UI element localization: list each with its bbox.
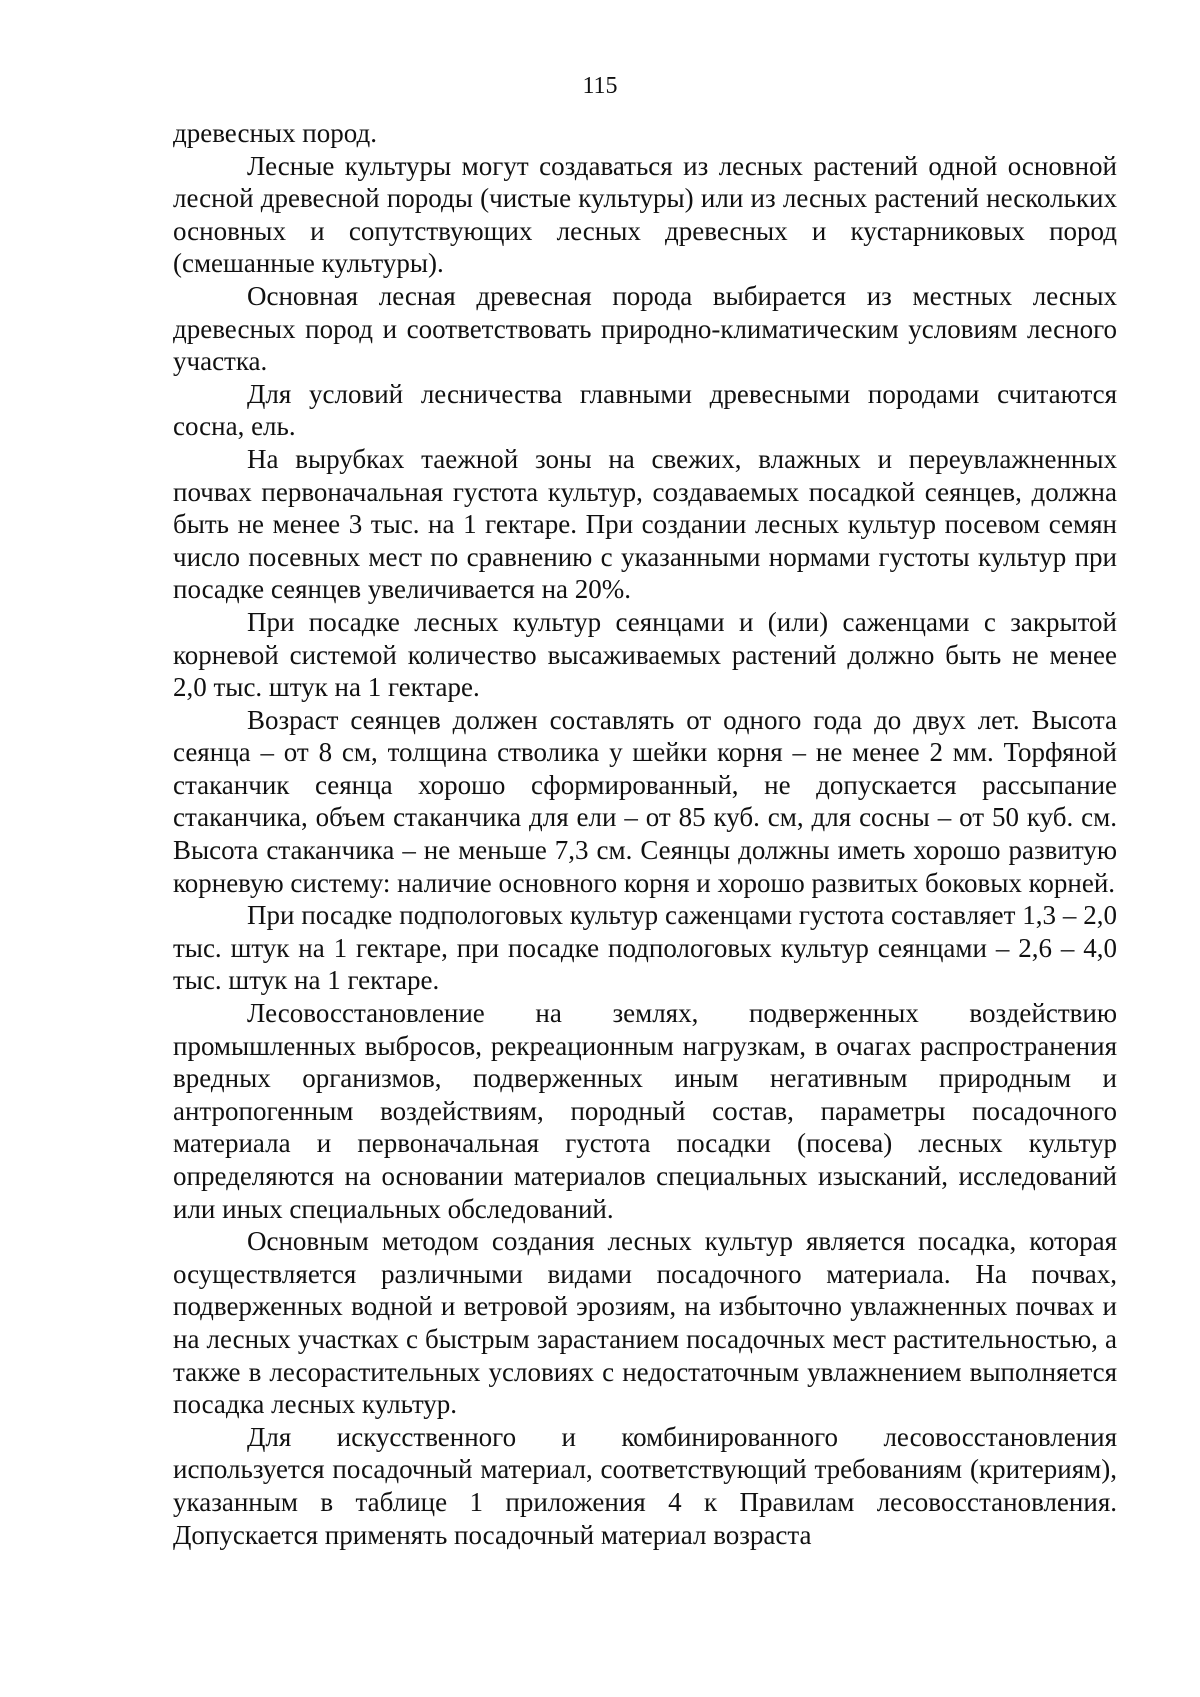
paragraph-closed-root-planting: При посадке лесных культур сеянцами и (или) саженцами с закрытой корневой системой количество высаживаемых растений должно быть не менее 2,0 тыс. штук на 1 гектаре. (173, 606, 1117, 703)
paragraph-planting-material: Для искусственного и комбинированного лесовосстановления используется посадочный материал, соответствующий требованиям (критериям), указанным в таблице 1 приложения 4 к Правилам лесовосстановления. Допускается применять посадочный материал возраста (173, 1421, 1117, 1550)
paragraph-continuation: древесных пород. (173, 118, 377, 148)
paragraph-main-species-selection: Основная лесная древесная порода выбирается из местных лесных древесных пород и соответствовать природно-климатическим условиям лесного участка. (173, 280, 1117, 377)
paragraph-reforestation-affected-lands: Лесовосстановление на землях, подверженных воздействию промышленных выбросов, рекреационным нагрузкам, в очагах распространения вредных организмов, подверженных иным негативным природным и антропогенным воздействиям, породный состав, параметры посадочного материала и первоначальная густота посадки (посева) лесных культур определяются на основании материалов специальных изысканий, исследований или иных специальных обследований. (173, 998, 1117, 1224)
paragraph-main-method: Основным методом создания лесных культур является посадка, которая осуществляется различными видами посадочного материала. На почвах, подверженных водной и ветровой эрозиям, на избыточно увлажненных почвах и на лесных участках с быстрым зарастанием посадочных мест растительностью, а также в лесорастительных условиях с недостаточным увлажнением выполняется посадка лесных культур. (173, 1226, 1117, 1420)
paragraph-planting-density: На вырубках таежной зоны на свежих, влажных и переувлажненных почвах первоначальная густота культур, создаваемых посадкой сеянцев, должна быть не менее 3 тыс. на 1 гектаре. При создании лесных культур посевом семян число посевных мест по сравнению с указанными нормами густоты культур при посадке сеянцев увеличивается на 20%. (173, 443, 1117, 605)
paragraph-seedling-age: Возраст сеянцев должен составлять от одного года до двух лет. Высота сеянца – от 8 см, толщина стволика у шейки корня – не менее 2 мм. Торфяной стаканчик сеянца хорошо сформированный, не допускается рассыпание стаканчика, объем стаканчика для ели – от 85 куб. см, для сосны – от 50 куб. см. Высота стаканчика – не меньше 7,3 см. Сеянцы должны иметь хорошо развитую корневую систему: наличие основного корня и хорошо развитых боковых корней. (173, 704, 1117, 898)
paragraph-undercanopy-planting: При посадке подпологовых культур саженцами густота составляет 1,3 – 2,0 тыс. штук на 1 гектаре, при посадке подпологовых культур сеянцами – 2,6 – 4,0 тыс. штук на 1 гектаре. (173, 900, 1117, 996)
paragraph-forest-cultures-types: Лесные культуры могут создаваться из лесных растений одной основной лесной древесной породы (чистые культуры) или из лесных растений нескольких основных и сопутствующих лесных древесных и кустарниковых пород (смешанные культуры). (173, 150, 1117, 279)
paragraph-main-species: Для условий лесничества главными древесными породами считаются сосна, ель. (173, 378, 1117, 442)
page-number: 115 (582, 73, 618, 99)
document-body (173, 117, 1117, 1551)
